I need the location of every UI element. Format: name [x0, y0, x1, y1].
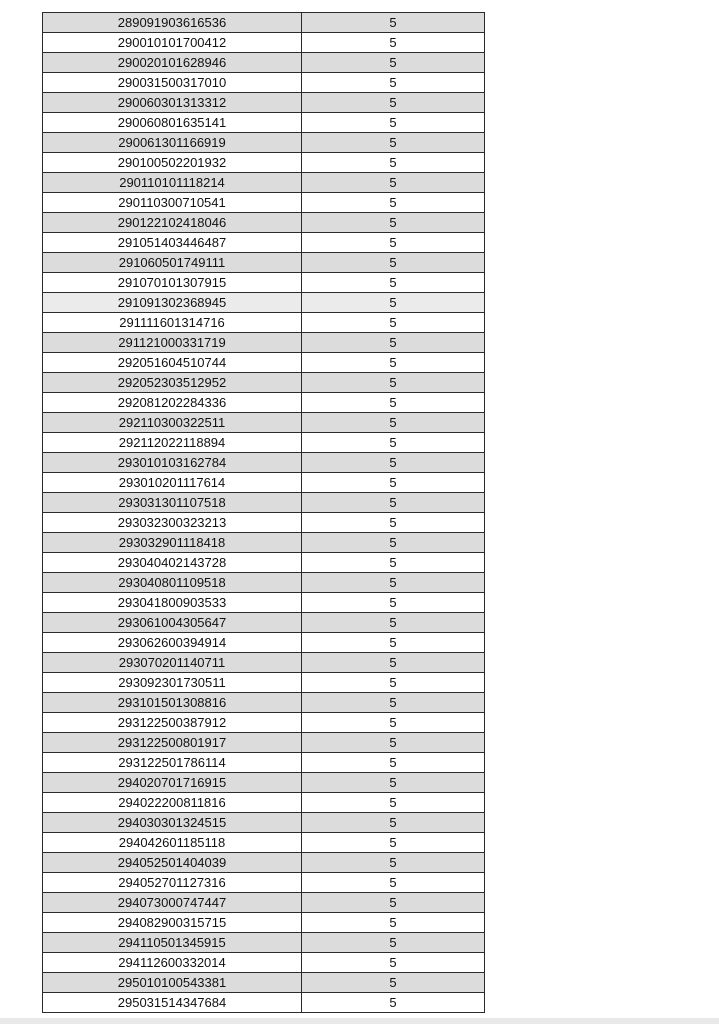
value-cell: 5: [302, 433, 485, 453]
value-cell: 5: [302, 453, 485, 473]
table-body: [43, 13, 485, 1013]
table-row: [43, 793, 485, 813]
table-row: [43, 333, 485, 353]
table-row: [43, 633, 485, 653]
id-cell: 294110501345915: [43, 933, 302, 953]
id-cell: 294030301324515: [43, 813, 302, 833]
id-cell: 291070101307915: [43, 273, 302, 293]
id-cell: 294073000747447: [43, 893, 302, 913]
table-row: [43, 313, 485, 333]
table-row: [43, 473, 485, 493]
value-cell: 5: [302, 693, 485, 713]
id-cell: 293032300323213: [43, 513, 302, 533]
id-cell: 291060501749111: [43, 253, 302, 273]
value-cell: 5: [302, 813, 485, 833]
table-row: [43, 113, 485, 133]
id-cell: 295031514347684: [43, 993, 302, 1013]
table-row: [43, 53, 485, 73]
page-bottom-edge: [0, 1018, 719, 1024]
table-row: [43, 173, 485, 193]
table-row: [43, 273, 485, 293]
id-cell: 293032901118418: [43, 533, 302, 553]
id-cell: 292110300322511: [43, 413, 302, 433]
table-row: [43, 133, 485, 153]
table-row: [43, 993, 485, 1013]
table-row: [43, 413, 485, 433]
id-cell: 293040801109518: [43, 573, 302, 593]
table-row: [43, 693, 485, 713]
value-cell: 5: [302, 953, 485, 973]
id-cell: 293010103162784: [43, 453, 302, 473]
id-cell: 290061301166919: [43, 133, 302, 153]
table-row: [43, 813, 485, 833]
table-row: [43, 853, 485, 873]
table-row: [43, 733, 485, 753]
id-cell: 293061004305647: [43, 613, 302, 633]
id-cell: 293062600394914: [43, 633, 302, 653]
id-cell: 294112600332014: [43, 953, 302, 973]
table-row: [43, 293, 485, 313]
table-row: [43, 833, 485, 853]
value-cell: 5: [302, 613, 485, 633]
value-cell: 5: [302, 993, 485, 1013]
id-cell: 294082900315715: [43, 913, 302, 933]
value-cell: 5: [302, 773, 485, 793]
value-cell: 5: [302, 253, 485, 273]
table-row: [43, 673, 485, 693]
id-cell: 293122500801917: [43, 733, 302, 753]
id-cell: 293122501786114: [43, 753, 302, 773]
value-cell: 5: [302, 973, 485, 993]
table-row: [43, 153, 485, 173]
id-cell: 290110300710541: [43, 193, 302, 213]
table-row: [43, 253, 485, 273]
table-row: [43, 33, 485, 53]
id-cell: 295010100543381: [43, 973, 302, 993]
table-row: [43, 493, 485, 513]
value-cell: 5: [302, 173, 485, 193]
table-row: [43, 393, 485, 413]
table-row: [43, 893, 485, 913]
value-cell: 5: [302, 873, 485, 893]
table-row: [43, 553, 485, 573]
value-cell: 5: [302, 793, 485, 813]
table-row: [43, 353, 485, 373]
value-cell: 5: [302, 553, 485, 573]
value-cell: 5: [302, 233, 485, 253]
id-cell: 290031500317010: [43, 73, 302, 93]
value-cell: 5: [302, 113, 485, 133]
id-cell: 293041800903533: [43, 593, 302, 613]
id-cell: 292081202284336: [43, 393, 302, 413]
id-cell: 294042601185118: [43, 833, 302, 853]
id-cell: 292112022118894: [43, 433, 302, 453]
value-cell: 5: [302, 293, 485, 313]
table-row: [43, 433, 485, 453]
id-cell: 292052303512952: [43, 373, 302, 393]
id-cell: 293101501308816: [43, 693, 302, 713]
table-row: [43, 233, 485, 253]
value-cell: 5: [302, 933, 485, 953]
value-cell: 5: [302, 93, 485, 113]
table-row: [43, 593, 485, 613]
value-cell: 5: [302, 493, 485, 513]
table-row: [43, 453, 485, 473]
id-cell: 291051403446487: [43, 233, 302, 253]
table-row: [43, 573, 485, 593]
value-cell: 5: [302, 893, 485, 913]
table-row: [43, 713, 485, 733]
value-cell: 5: [302, 833, 485, 853]
value-cell: 5: [302, 73, 485, 93]
id-cell: 292051604510744: [43, 353, 302, 373]
table-row: [43, 913, 485, 933]
value-cell: 5: [302, 313, 485, 333]
table-row: [43, 513, 485, 533]
id-cell: 293010201117614: [43, 473, 302, 493]
id-cell: 290100502201932: [43, 153, 302, 173]
value-cell: 5: [302, 153, 485, 173]
data-table-container: [42, 12, 484, 1013]
id-cell: 290110101118214: [43, 173, 302, 193]
table-row: [43, 613, 485, 633]
value-cell: 5: [302, 633, 485, 653]
id-cell: 290010101700412: [43, 33, 302, 53]
table-row: [43, 953, 485, 973]
data-table: [42, 12, 485, 1013]
id-cell: 290020101628946: [43, 53, 302, 73]
value-cell: 5: [302, 853, 485, 873]
value-cell: 5: [302, 573, 485, 593]
value-cell: 5: [302, 353, 485, 373]
value-cell: 5: [302, 733, 485, 753]
id-cell: 294052701127316: [43, 873, 302, 893]
value-cell: 5: [302, 213, 485, 233]
value-cell: 5: [302, 53, 485, 73]
id-cell: 289091903616536: [43, 13, 302, 33]
id-cell: 290122102418046: [43, 213, 302, 233]
id-cell: 293070201140711: [43, 653, 302, 673]
table-row: [43, 373, 485, 393]
id-cell: 291111601314716: [43, 313, 302, 333]
value-cell: 5: [302, 673, 485, 693]
value-cell: 5: [302, 533, 485, 553]
value-cell: 5: [302, 33, 485, 53]
value-cell: 5: [302, 713, 485, 733]
id-cell: 290060801635141: [43, 113, 302, 133]
value-cell: 5: [302, 753, 485, 773]
value-cell: 5: [302, 373, 485, 393]
table-row: [43, 93, 485, 113]
table-row: [43, 933, 485, 953]
table-row: [43, 213, 485, 233]
id-cell: 293122500387912: [43, 713, 302, 733]
table-row: [43, 13, 485, 33]
id-cell: 293040402143728: [43, 553, 302, 573]
table-row: [43, 193, 485, 213]
value-cell: 5: [302, 133, 485, 153]
table-row: [43, 973, 485, 993]
id-cell: 291121000331719: [43, 333, 302, 353]
value-cell: 5: [302, 473, 485, 493]
id-cell: 293031301107518: [43, 493, 302, 513]
value-cell: 5: [302, 413, 485, 433]
id-cell: 294022200811816: [43, 793, 302, 813]
id-cell: 294052501404039: [43, 853, 302, 873]
table-row: [43, 873, 485, 893]
table-row: [43, 73, 485, 93]
table-row: [43, 773, 485, 793]
table-row: [43, 753, 485, 773]
value-cell: 5: [302, 913, 485, 933]
value-cell: 5: [302, 13, 485, 33]
value-cell: 5: [302, 653, 485, 673]
value-cell: 5: [302, 193, 485, 213]
id-cell: 293092301730511: [43, 673, 302, 693]
id-cell: 290060301313312: [43, 93, 302, 113]
value-cell: 5: [302, 513, 485, 533]
value-cell: 5: [302, 593, 485, 613]
value-cell: 5: [302, 393, 485, 413]
id-cell: 294020701716915: [43, 773, 302, 793]
id-cell: 291091302368945: [43, 293, 302, 313]
table-row: [43, 653, 485, 673]
value-cell: 5: [302, 333, 485, 353]
table-row: [43, 533, 485, 553]
value-cell: 5: [302, 273, 485, 293]
